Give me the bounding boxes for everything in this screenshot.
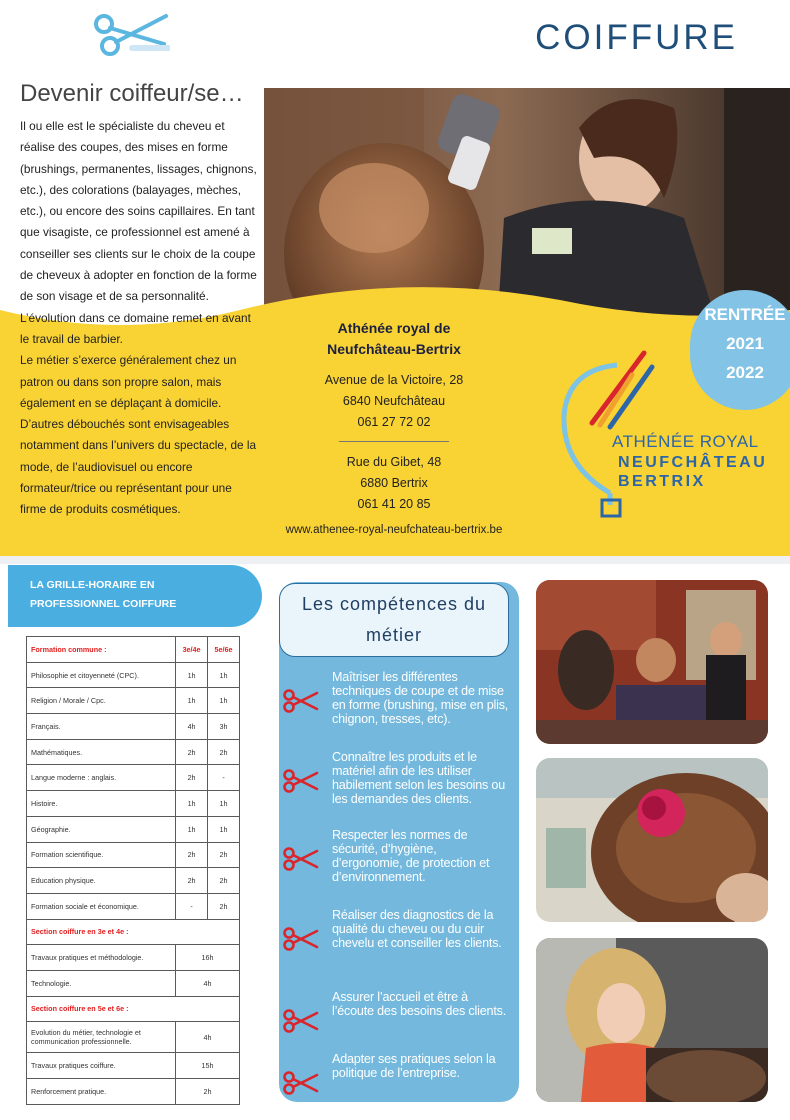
intro-paragraph: Le métier s’exerce généralement chez un patron ou dans son propre salon, mais également en se déplaçant à domicile. D’autres débouchés sont envisageables notamment dans l’univers du spectacle, de la mode, de l’audiovisuel ou encore formateur/trice ou représentant pour une firme de produits cosmétiques. — [20, 353, 257, 517]
subject-cell: Formation scientifique. — [27, 842, 176, 868]
school-name — [284, 318, 504, 360]
street: Rue du Gibet, 48 — [346, 455, 442, 469]
hours-cell: - — [208, 765, 240, 791]
scissors-icon — [92, 8, 170, 60]
subject-cell: Français. — [27, 714, 176, 740]
subject-cell: Section coiffure en 3e et 4e : — [27, 919, 240, 945]
hours-cell: 4h — [176, 1022, 240, 1053]
hours-cell: 1h — [208, 662, 240, 688]
subject-cell: Technologie. — [27, 970, 176, 996]
table-row — [27, 739, 240, 765]
subject-cell: Langue moderne : anglais. — [27, 765, 176, 791]
table-row — [27, 765, 240, 791]
address-bertrix — [284, 452, 504, 515]
table-row — [27, 842, 240, 868]
table-row — [27, 919, 240, 945]
skills-title — [279, 583, 509, 657]
school-name-line: Neufchâteau-Bertrix — [327, 341, 461, 357]
table-row — [27, 970, 240, 996]
subject-cell: Histoire. — [27, 791, 176, 817]
hours-cell: 2h — [176, 868, 208, 894]
intro-text — [20, 116, 258, 521]
table-row — [27, 945, 240, 971]
skill-item: Réaliser des diagnostics de la qualité du cheveu ou du cuir chevelu et conseiller les clients. — [332, 908, 502, 950]
subject-cell: Géographie. — [27, 816, 176, 842]
skill-item: Maîtriser les différentes techniques de coupe et de mise en forme (brushing, mise en plis, chignon, tresses, etc). — [332, 670, 509, 726]
rentree-year: 2022 — [726, 363, 764, 382]
red-scissors-icon — [283, 846, 319, 872]
hours-cell: 2h — [208, 739, 240, 765]
intro-paragraph: Il ou elle est le spécialiste du cheveu et réalise des coupes, des mises en forme (brushings, permanentes, lissages, chignons, etc.), des colorations (balayages, mèches, etc.), ou encore des soins capillaires. En tant que visagiste, ce professionnel est amené à conseiller ses clients sur le choix de la coupe de cheveux à adopter en fonction de la forme de son visage et de sa personnalité. L’évolution dans ce domaine remet en avant le travail de barbier. — [20, 119, 257, 346]
hours-cell: 2h — [208, 868, 240, 894]
table-row — [27, 688, 240, 714]
hours-cell: 2h — [176, 842, 208, 868]
table-row — [27, 868, 240, 894]
subject-cell: Travaux pratiques coiffure. — [27, 1053, 176, 1079]
page-title: COIFFURE — [535, 18, 738, 57]
skill-item: Assurer l’accueil et être à l’écoute des besoins des clients. — [332, 990, 507, 1018]
hours-cell: 2h — [176, 1079, 240, 1105]
schedule-title-line: LA GRILLE-HORAIRE EN — [30, 579, 155, 591]
subject-cell: Renforcement pratique. — [27, 1079, 176, 1105]
hours-cell: 15h — [176, 1053, 240, 1079]
hours-cell: 4h — [176, 714, 208, 740]
phone: 061 41 20 85 — [357, 497, 431, 511]
table-row — [27, 662, 240, 688]
hours-cell: 3h — [208, 714, 240, 740]
logo-text: NEUFCHÂTEAU — [618, 454, 768, 471]
hours-cell: 1h — [176, 791, 208, 817]
hours-cell: 1h — [208, 688, 240, 714]
table-row — [27, 1053, 240, 1079]
table-row — [27, 816, 240, 842]
subject-cell: Formation commune : — [27, 637, 176, 663]
hours-cell: 1h — [208, 791, 240, 817]
salon-photo — [536, 580, 768, 744]
skill-item: Adapter ses pratiques selon la politique de l’entreprise. — [332, 1052, 496, 1080]
schedule-title — [30, 576, 230, 614]
subject-cell: Philosophie et citoyenneté (CPC). — [27, 662, 176, 688]
hours-cell: 2h — [208, 893, 240, 919]
table-row — [27, 637, 240, 663]
subject-cell: Section coiffure en 5e et 6e : — [27, 996, 240, 1022]
hours-cell: 16h — [176, 945, 240, 971]
table-row — [27, 714, 240, 740]
schedule-table — [26, 636, 240, 1105]
divider — [339, 441, 449, 442]
subject-cell: Religion / Morale / Cpc. — [27, 688, 176, 714]
phone: 061 27 72 02 — [357, 415, 431, 429]
column-header: 3e/4e — [176, 637, 208, 663]
skills-title-line: Les compétences du — [301, 594, 487, 614]
red-scissors-icon — [283, 1008, 319, 1034]
hours-cell: 2h — [176, 765, 208, 791]
red-scissors-icon — [283, 768, 319, 794]
address-neufchateau — [284, 370, 504, 433]
subject-cell: Travaux pratiques et méthodologie. — [27, 945, 176, 971]
contact-block — [284, 318, 504, 540]
hours-cell: 1h — [176, 662, 208, 688]
skills-title-line: métier — [365, 625, 422, 645]
hours-cell: 2h — [208, 842, 240, 868]
table-row — [27, 893, 240, 919]
student-hairdresser-photo — [536, 938, 768, 1102]
subject-cell: Evolution du métier, technologie et communication professionnelle. — [27, 1022, 176, 1053]
hours-cell: 2h — [176, 739, 208, 765]
rentree-label: RENTRÉE — [704, 305, 786, 324]
table-row — [27, 791, 240, 817]
skill-item: Connaître les produits et le matériel afin de les utiliser habilement selon les besoins ou les demandes des clients. — [332, 750, 506, 806]
logo-text: BERTRIX — [618, 473, 706, 490]
logo-text: ATHÉNÉE ROYAL — [612, 432, 759, 451]
column-header: 5e/6e — [208, 637, 240, 663]
red-scissors-icon — [283, 1070, 319, 1096]
subject-cell: Mathématiques. — [27, 739, 176, 765]
city: 6840 Neufchâteau — [342, 394, 446, 408]
red-scissors-icon — [283, 688, 319, 714]
hours-cell: - — [176, 893, 208, 919]
intro-heading: Devenir coiffeur/se… — [20, 80, 244, 107]
street: Avenue de la Victoire, 28 — [324, 373, 464, 387]
hours-cell: 1h — [176, 816, 208, 842]
website-link[interactable]: www.athenee-royal-neufchateau-bertrix.be — [285, 524, 503, 536]
brochure-top-page — [0, 0, 790, 556]
subject-cell: Formation sociale et économique. — [27, 893, 176, 919]
table-row — [27, 996, 240, 1022]
schedule-title-line: PROFESSIONNEL COIFFURE — [30, 598, 177, 610]
city: 6880 Bertrix — [360, 476, 428, 490]
updo-flower-photo — [536, 758, 768, 922]
hours-cell: 1h — [208, 816, 240, 842]
hours-cell: 4h — [176, 970, 240, 996]
table-row — [27, 1079, 240, 1105]
page-separator — [0, 556, 790, 564]
skill-item: Respecter les normes de sécurité, d’hygiène, d’ergonomie, de protection et d’environnement. — [332, 828, 490, 884]
subject-cell: Education physique. — [27, 868, 176, 894]
hours-cell: 1h — [176, 688, 208, 714]
red-scissors-icon — [283, 926, 319, 952]
rentree-year: 2021 — [726, 334, 764, 353]
table-row — [27, 1022, 240, 1053]
school-name-line: Athénée royal de — [337, 320, 451, 336]
